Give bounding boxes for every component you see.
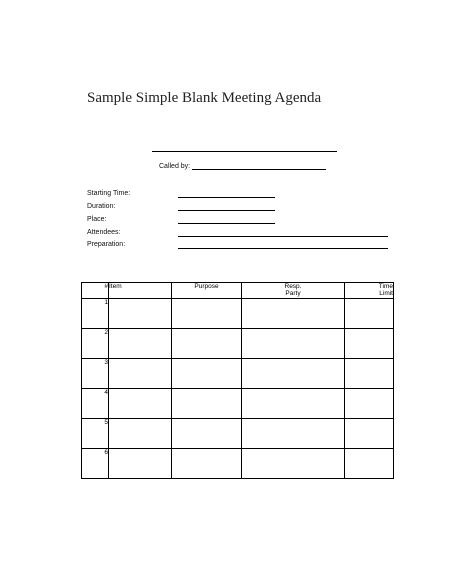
row-number: 4 <box>82 389 109 419</box>
table-row <box>82 389 394 419</box>
header-time-line2: Limit <box>379 290 393 297</box>
resp-party-cell <box>242 329 345 359</box>
table-row <box>82 299 394 329</box>
agenda-header-row <box>82 283 394 299</box>
called-by-label: Called by: <box>159 163 191 170</box>
resp-party-cell <box>242 299 345 329</box>
row-number: 1 <box>82 299 109 329</box>
item-cell <box>109 449 172 479</box>
starting-time-label: Starting Time: <box>87 190 131 197</box>
duration-label: Duration: <box>87 203 116 210</box>
purpose-cell <box>172 389 242 419</box>
purpose-cell <box>172 329 242 359</box>
item-cell <box>109 329 172 359</box>
item-cell <box>109 389 172 419</box>
header-resp-line2: Party <box>285 290 301 297</box>
item-cell <box>109 419 172 449</box>
resp-party-cell <box>242 359 345 389</box>
item-cell <box>109 359 172 389</box>
header-number: # <box>82 283 109 299</box>
time-limit-cell <box>345 359 394 389</box>
time-limit-cell <box>345 329 394 359</box>
preparation-line <box>178 248 388 249</box>
header-resp-line1: Resp. <box>284 283 302 290</box>
resp-party-cell <box>242 389 345 419</box>
resp-party-cell <box>242 419 345 449</box>
purpose-cell <box>172 419 242 449</box>
meeting-name-line <box>152 151 337 152</box>
place-line <box>178 223 275 224</box>
place-label: Place: <box>87 216 107 223</box>
table-row <box>82 419 394 449</box>
time-limit-cell <box>345 449 394 479</box>
resp-party-cell <box>242 449 345 479</box>
time-limit-cell <box>345 389 394 419</box>
time-limit-cell <box>345 299 394 329</box>
header-time-line1: Time <box>378 283 393 290</box>
document-title: Sample Simple Blank Meeting Agenda <box>87 90 322 106</box>
duration-line <box>178 210 275 211</box>
table-row <box>82 329 394 359</box>
table-row <box>82 449 394 479</box>
row-number: 2 <box>82 329 109 359</box>
starting-time-line <box>178 197 275 198</box>
item-cell <box>109 299 172 329</box>
row-number: 6 <box>82 449 109 479</box>
row-number: 3 <box>82 359 109 389</box>
attendees-line <box>178 236 388 237</box>
row-number: 5 <box>82 419 109 449</box>
preparation-label: Preparation: <box>87 241 126 248</box>
agenda-table <box>81 282 394 479</box>
purpose-cell <box>172 449 242 479</box>
table-row <box>82 359 394 389</box>
purpose-cell <box>172 299 242 329</box>
purpose-cell <box>172 359 242 389</box>
attendees-label: Attendees: <box>87 229 121 236</box>
header-resp-party <box>242 283 345 299</box>
header-item: Item <box>109 283 172 299</box>
header-time-limit <box>345 283 394 299</box>
header-purpose: Purpose <box>172 283 242 299</box>
called-by-line <box>192 169 326 170</box>
time-limit-cell <box>345 419 394 449</box>
